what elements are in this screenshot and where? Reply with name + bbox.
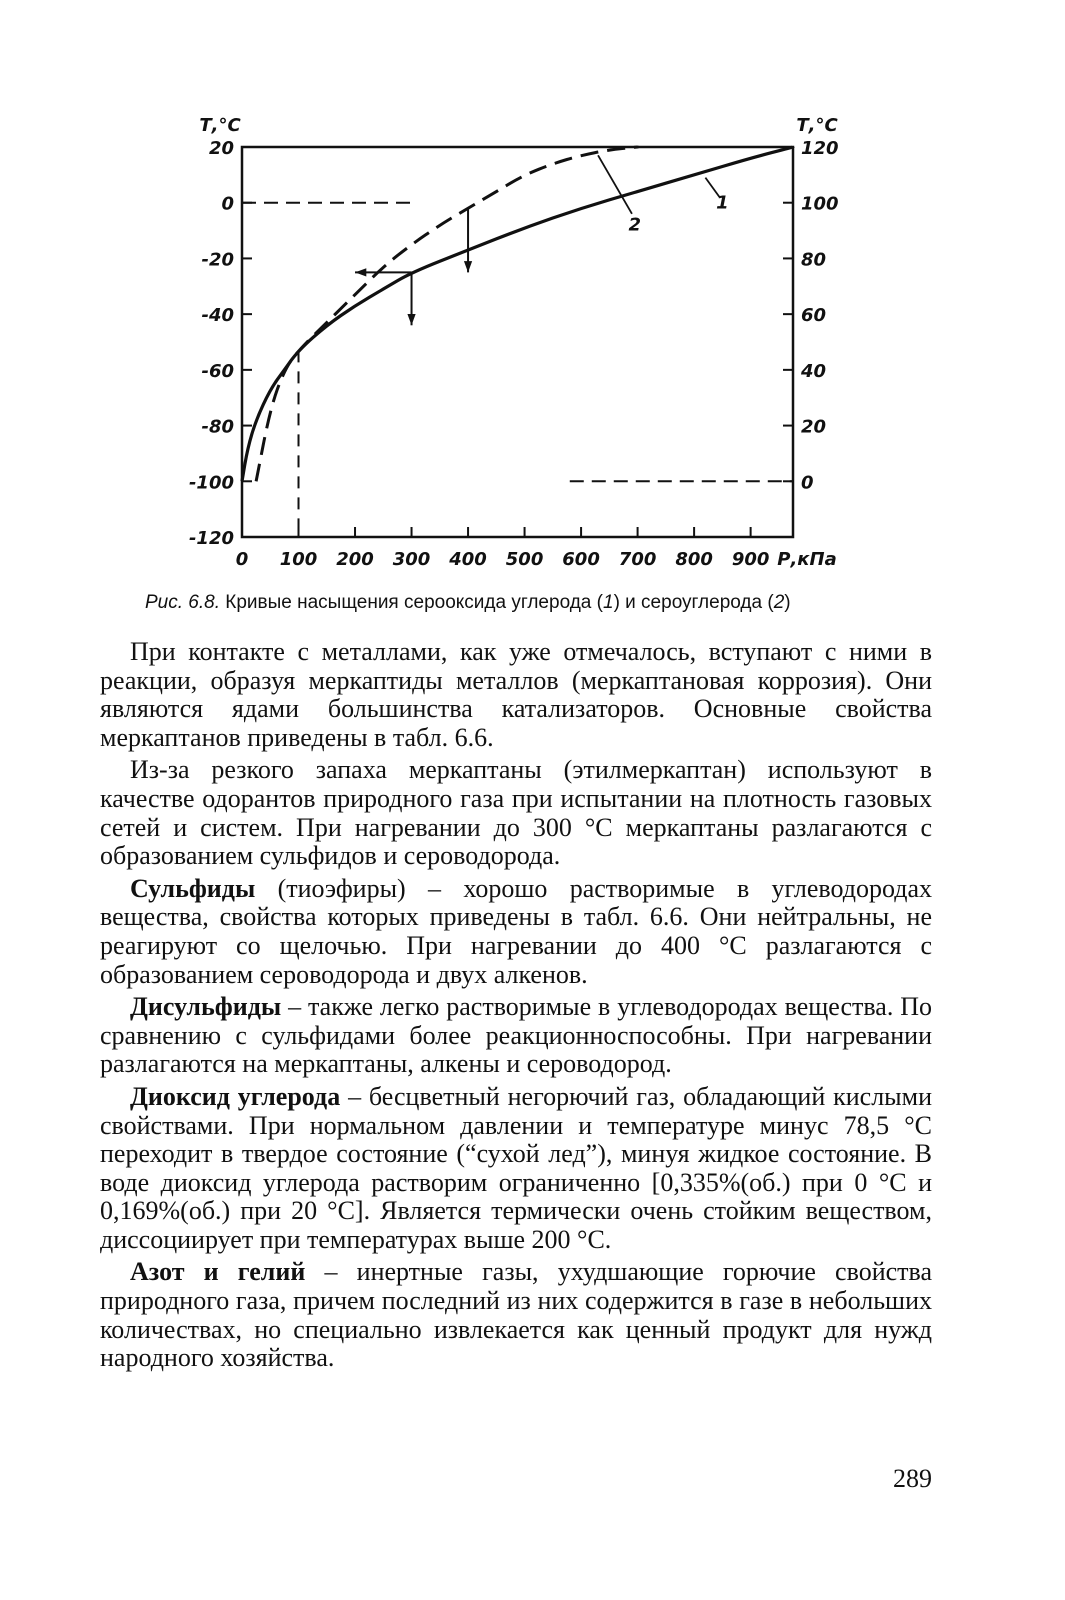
y-right-tick-label: 80 [801, 249, 827, 271]
paragraph-odorants [100, 756, 932, 870]
term-disulfides: Дисульфиды [130, 992, 282, 1022]
x-tick-label: 100 [279, 549, 318, 570]
y-right-axis-label: Т,°С [796, 115, 838, 136]
x-tick-label: 600 [562, 549, 600, 570]
curve-label-2: 2 [628, 214, 642, 236]
x-tick-label: 900 [731, 549, 770, 570]
figure-caption [145, 592, 965, 614]
paragraph-text: – бесцветный негорючий газ, обладающий кислыми свойствами. При нормальном давлении и температуре минус 78,5 °С переходит в твердое состояние (“сухой лед”), минуя жидкое состояние. В воде диоксид углерода растворим ограниченно [0,335%(об.) при 0 °С и 0,169%(об.) при 20 °С]. Является термически очень стойким веществом, диссоциирует при температурах выше 200 °С. [100, 1081, 933, 1254]
caption-text-2: ) и сероуглерода ( [613, 592, 774, 613]
caption-label: Рис. 6.8. [145, 592, 220, 613]
y-left-tick-label: -20 [201, 249, 234, 271]
paragraph-text: При контакте с металлами, как уже отмечалось, вступают с ними в реакции, образуя меркаптиды металлов (меркаптановая коррозия). Они являются ядами большинства катализаторов. Основные свойства меркаптанов приведены в табл. 6.6. [100, 637, 932, 752]
paragraph-sulfides [100, 875, 932, 989]
paragraph-disulfides [100, 993, 932, 1079]
y-left-tick-label: -60 [201, 360, 234, 382]
paragraph-mercaptans-corrosion [100, 638, 932, 752]
x-tick-label: 200 [336, 549, 374, 570]
caption-ref-1: 1 [602, 592, 614, 613]
plot-frame [242, 147, 793, 537]
x-tick-label: 400 [449, 549, 487, 570]
x-axis-label: Р,кПа [777, 549, 837, 570]
paragraph-text: – инертные газы, ухудшающие горючие свойства природного газа, причем последний из них содержится в газе в небольших количествах, но специально извлекается как ценный продукт для нужд народного хозяйства. [100, 1257, 932, 1373]
y-left-tick-label: 20 [208, 138, 234, 159]
y-left-tick-label: -40 [201, 305, 234, 327]
arrow-down-400-head [464, 261, 472, 272]
paragraph-carbon-dioxide [100, 1083, 932, 1255]
caption-text-1: Кривые насыщения серооксида углерода ( [220, 592, 603, 613]
y-right-tick-label: 0 [801, 472, 814, 494]
y-right-tick-label: 120 [801, 138, 839, 159]
curve-2 [256, 147, 638, 481]
term-sulfides: Сульфиды [130, 873, 256, 903]
page-number: 289 [893, 1464, 932, 1493]
y-right-tick-label: 20 [801, 416, 827, 438]
y-right-tick-label: 40 [801, 360, 827, 382]
paragraph-text: (тиоэфиры) – хорошо растворимые в углеводородах вещества, свойства которых приведены в табл. 6.6. Они нейтральны, не реагируют со щелочью. При нагревании до 400 °С разлагаются с образованием сероводорода и двух алкенов. [100, 873, 932, 989]
paragraph-nitrogen-helium [100, 1258, 932, 1372]
x-tick-label: 300 [392, 549, 431, 570]
x-tick-label: 700 [618, 549, 657, 570]
arrow-left-head [355, 268, 366, 276]
leader-2 [598, 155, 632, 214]
saturation-chart [0, 0, 1065, 590]
caption-ref-2: 2 [773, 592, 785, 613]
y-left-tick-label: -80 [201, 416, 234, 438]
body-text [100, 638, 932, 1377]
x-tick-label: 500 [505, 549, 544, 570]
paragraph-text: Из-за резкого запаха меркаптаны (этилмеркаптан) используют в качестве одорантов природного газа при испытании на плотность газовых сетей и систем. При нагревании до 300 °С меркаптаны разлагаются с образованием сульфидов и сероводорода. [100, 755, 932, 871]
y-right-tick-label: 100 [801, 193, 839, 215]
arrow-down-300-head [407, 314, 415, 325]
paragraph-text: – также легко растворимые в углеводородах вещества. По сравнению с сульфидами более реакционноспособны. При нагревании разлагаются на меркаптаны, алкены и сероводород. [100, 992, 932, 1079]
y-left-tick-label: 0 [221, 193, 234, 215]
caption-text-3: ) [784, 592, 791, 613]
y-left-tick-label: -120 [188, 528, 234, 549]
curve-1 [242, 147, 793, 481]
y-left-axis-label: Т,°С [199, 115, 241, 136]
x-tick-label: 800 [675, 549, 713, 570]
curve-label-1: 1 [716, 192, 729, 214]
term-nitrogen-helium: Азот и гелий [130, 1257, 306, 1287]
y-left-tick-label: -100 [188, 472, 234, 494]
y-right-tick-label: 60 [801, 305, 827, 327]
x-tick-label: 0 [235, 549, 249, 570]
term-carbon-dioxide: Диоксид углерода [130, 1081, 341, 1111]
saturation-curves-figure [0, 0, 1065, 590]
